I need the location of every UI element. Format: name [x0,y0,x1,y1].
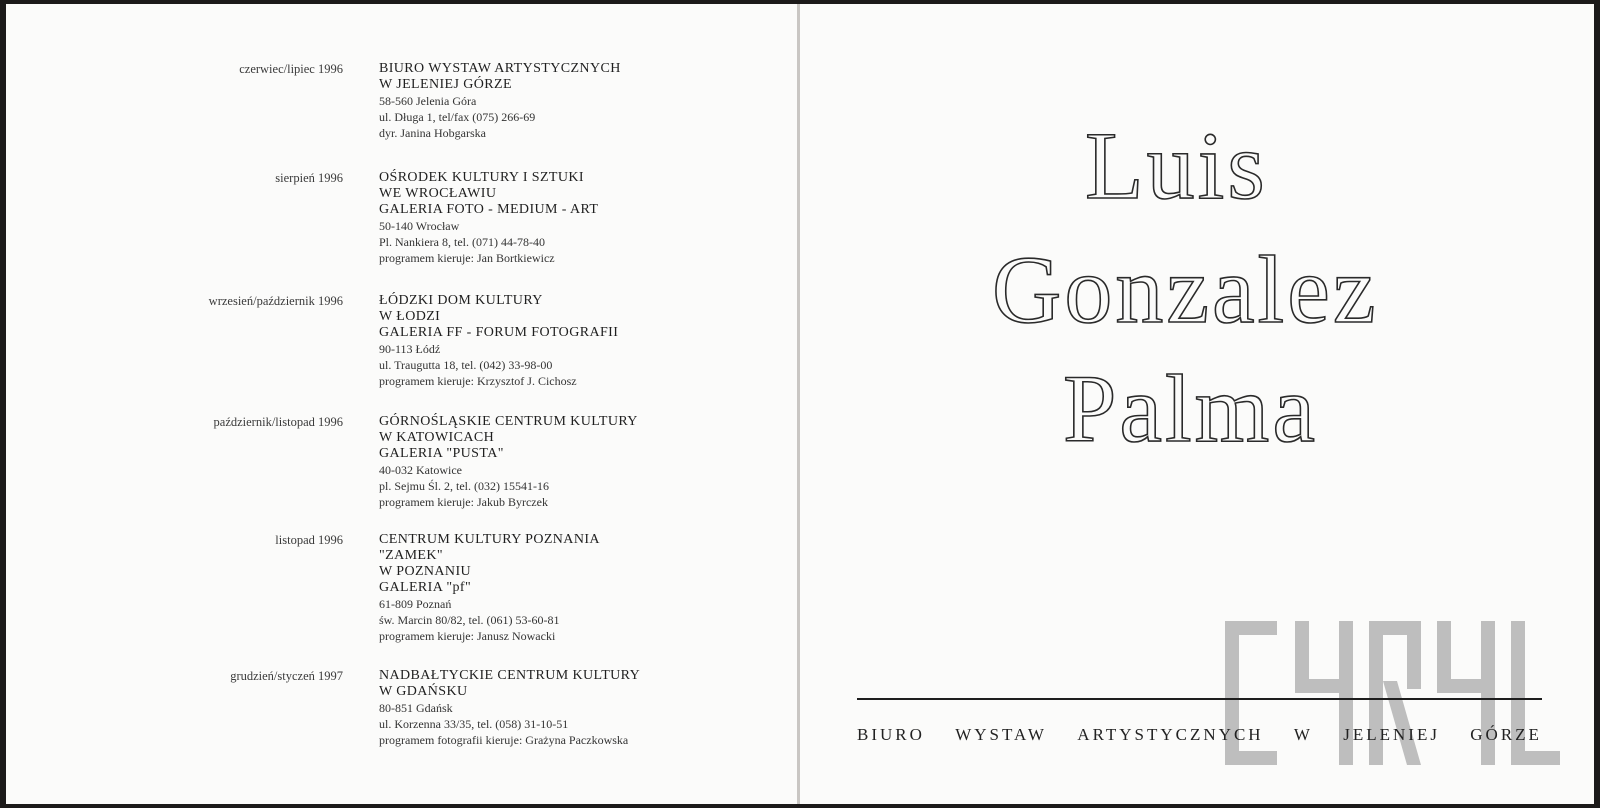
address-line: 80-851 Gdańsk [379,701,453,715]
right-page [800,4,1594,804]
title-last-name: Palma [1063,355,1318,462]
venue-block [379,293,789,389]
footer-word: ARTYSTYCZNYCH [1077,725,1264,744]
address-line: dyr. Janina Hobgarska [379,126,486,140]
venue-name-line: GALERIA FF - FORUM FOTOGRAFII [379,325,619,340]
venue-name-line: GALERIA "pf" [379,580,472,595]
address-line: św. Marcin 80/82, tel. (061) 53-60-81 [379,613,560,627]
venue-name-line: "ZAMEK" [379,548,444,563]
exhibition-date: sierpień 1996 [275,171,343,185]
venue-name-line: OŚRODEK KULTURY I SZTUKI [379,170,584,185]
address-line: programem kieruje: Jan Bortkiewicz [379,251,555,265]
venue-name-line: CENTRUM KULTURY POZNANIA [379,532,600,547]
footer-word: JELENIEJ [1343,725,1440,744]
title-first-name: Luis [1085,112,1268,219]
venue-block [379,532,789,644]
exhibition-date: październik/listopad 1996 [213,415,343,429]
left-page [6,4,797,804]
exhibition-date: listopad 1996 [275,533,343,547]
address-line: ul. Korzenna 33/35, tel. (058) 31-10-51 [379,717,569,731]
address-line: 40-032 Katowice [379,463,462,477]
venue-name-line: BIURO WYSTAW ARTYSTYCZNYCH [379,61,621,76]
venue-block [379,61,789,141]
address-line: programem kieruje: Jakub Byrczek [379,495,548,509]
venue-name-line: GALERIA "PUSTA" [379,446,504,461]
venue-name-line: GALERIA FOTO - MEDIUM - ART [379,202,599,217]
address-line: 61-809 Poznań [379,597,452,611]
venue-name-line: W GDAŃSKU [379,684,468,699]
exhibition-date: czerwiec/lipiec 1996 [239,62,343,76]
venue-name-line: W KATOWICACH [379,430,495,445]
venue-block [379,170,789,266]
address-line: programem kieruje: Krzysztof J. Cichosz [379,374,577,388]
address-line: 50-140 Wrocław [379,219,460,233]
address-line: ul. Traugutta 18, tel. (042) 33-98-00 [379,358,553,372]
address-line: ul. Długa 1, tel/fax (075) 266-69 [379,110,536,124]
venue-name-line: W ŁODZI [379,309,441,324]
publisher-footer [857,725,1542,745]
venue-name-line: ŁÓDZKI DOM KULTURY [379,293,543,308]
venue-name-line: WE WROCŁAWIU [379,186,497,201]
address-line: 90-113 Łódź [379,342,441,356]
venue-name-line: W JELENIEJ GÓRZE [379,77,512,92]
footer-word: W [1293,725,1313,744]
footer-word: GÓRZE [1470,725,1542,744]
address-line: programem kieruje: Janusz Nowacki [379,629,556,643]
address-line: pl. Sejmu Śl. 2, tel. (032) 15541-16 [379,479,549,493]
address-line: programem fotografii kieruje: Grażyna Paczkowska [379,733,629,747]
venue-block [379,668,789,748]
venue-name-line: GÓRNOŚLĄSKIE CENTRUM KULTURY [379,414,638,429]
footer-word: WYSTAW [955,725,1047,744]
address-line: 58-560 Jelenia Góra [379,94,477,108]
address-line: Pl. Nankiera 8, tel. (071) 44-78-40 [379,235,545,249]
venue-name-line: NADBAŁTYCKIE CENTRUM KULTURY [379,668,641,683]
exhibition-date: grudzień/styczeń 1997 [230,669,343,683]
footer-rule [857,698,1542,700]
venue-name-line: W POZNANIU [379,564,472,579]
footer-word: BIURO [857,725,925,744]
title-middle-name: Gonzalez [992,236,1379,343]
venue-block [379,414,789,510]
exhibition-date: wrzesień/październik 1996 [208,294,343,308]
